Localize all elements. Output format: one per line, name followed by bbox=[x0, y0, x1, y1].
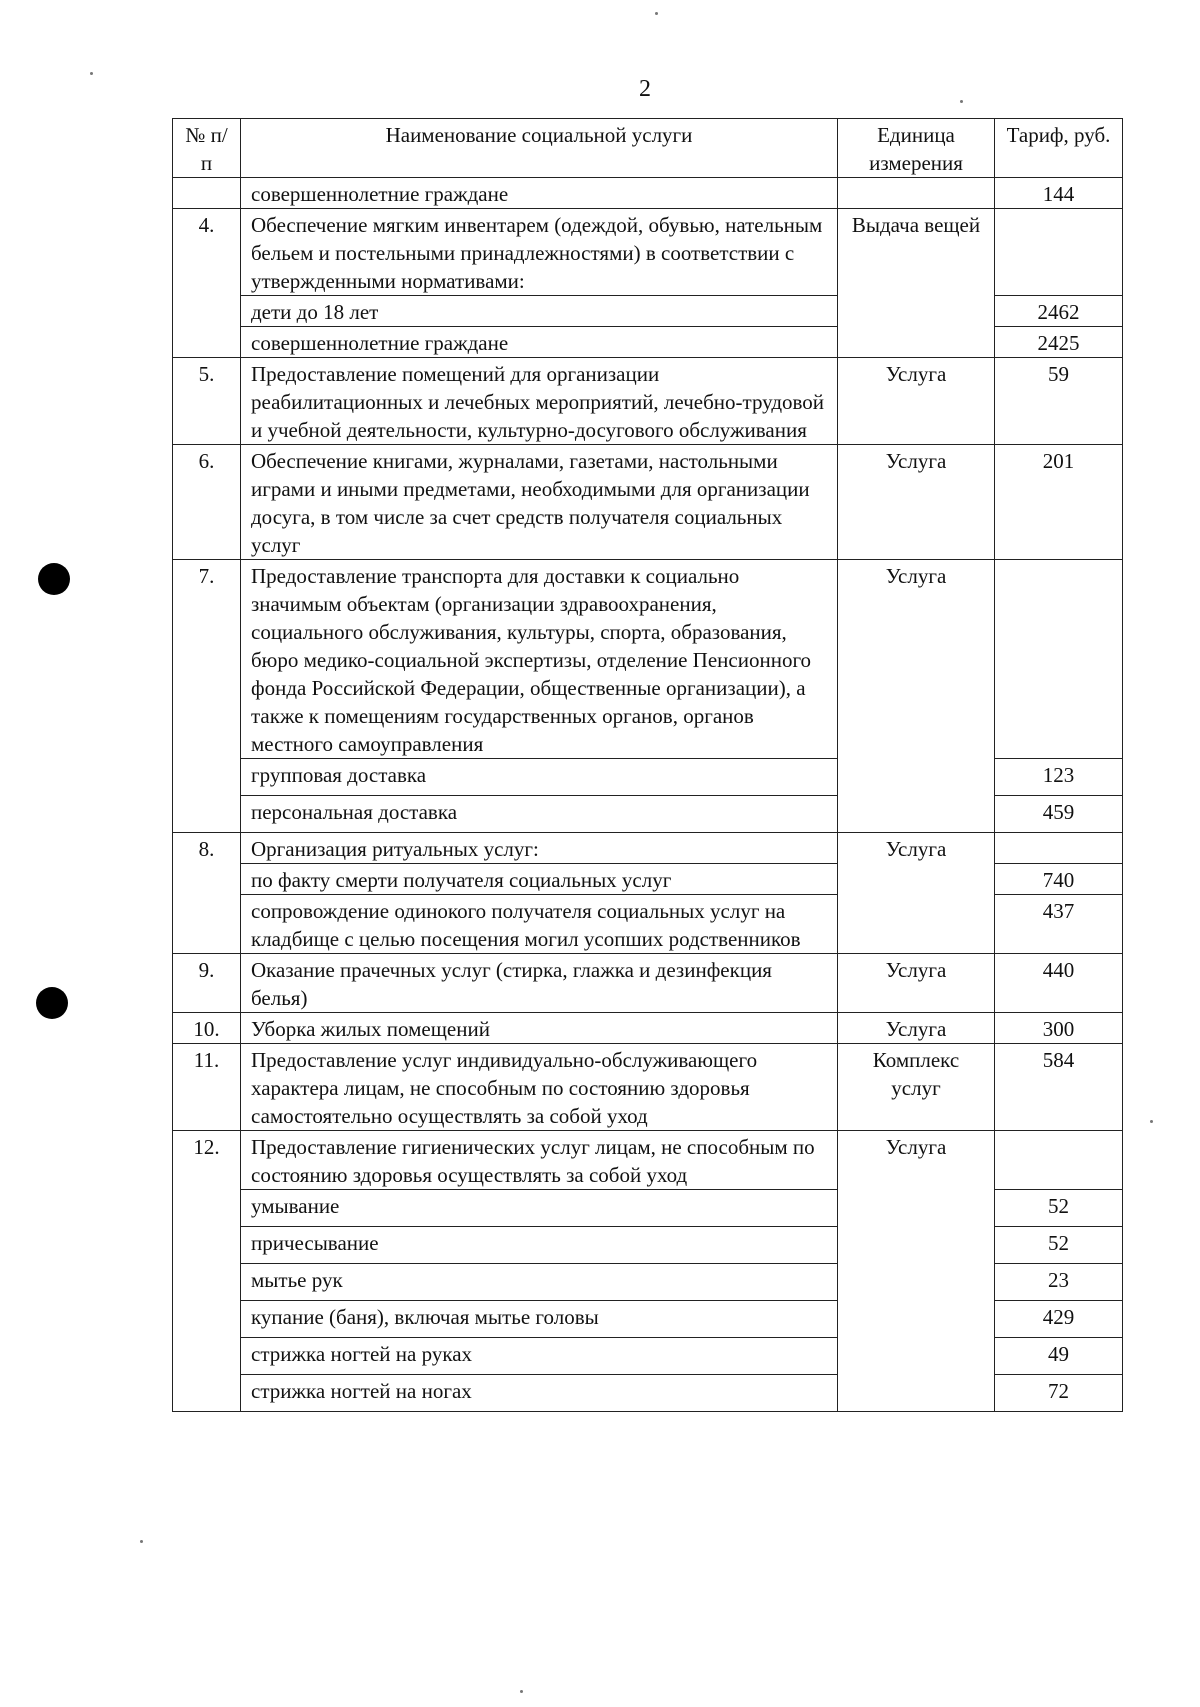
row-name: Предоставление транспорта для доставки к социально значимым объектам (организации здравоохранения, социального обслуживания, культуры, спорта, образования, бюро медико-социальной экспертизы, отделение Пенсионного фонда Российской Федерации, общественные организации), а также к помещениям государственных органов, органов местного самоуправления bbox=[241, 560, 838, 759]
row-tariff bbox=[995, 560, 1123, 759]
row-name: умывание bbox=[241, 1190, 838, 1227]
scan-speck bbox=[655, 12, 658, 15]
row-tariff: 59 bbox=[995, 358, 1123, 445]
table-row bbox=[173, 445, 1123, 560]
row-tariff: 2425 bbox=[995, 327, 1123, 358]
row-name: сопровождение одинокого получателя социальных услуг на кладбище с целью посещения могил усопших родственников bbox=[241, 895, 838, 954]
header-num: № п/п bbox=[173, 119, 241, 178]
row-tariff bbox=[995, 209, 1123, 296]
scan-speck bbox=[90, 72, 93, 75]
table-row bbox=[173, 1013, 1123, 1044]
row-num: 11. bbox=[173, 1044, 241, 1131]
row-name: купание (баня), включая мытье головы bbox=[241, 1301, 838, 1338]
row-tariff: 49 bbox=[995, 1338, 1123, 1375]
row-tariff: 459 bbox=[995, 796, 1123, 833]
row-name: стрижка ногтей на ногах bbox=[241, 1375, 838, 1412]
table-row bbox=[173, 1131, 1123, 1190]
row-tariff: 123 bbox=[995, 759, 1123, 796]
table-row bbox=[173, 358, 1123, 445]
row-tariff: 584 bbox=[995, 1044, 1123, 1131]
row-tariff bbox=[995, 833, 1123, 864]
row-num: 6. bbox=[173, 445, 241, 560]
table-row bbox=[173, 178, 1123, 209]
row-name: совершеннолетние граждане bbox=[241, 178, 838, 209]
row-name: Обеспечение книгами, журналами, газетами, настольными играми и иными предметами, необходимыми для организации досуга, в том числе за счет средств получателя социальных услуг bbox=[241, 445, 838, 560]
row-name: Предоставление гигиенических услуг лицам, не способным по состоянию здоровья осуществлять за собой уход bbox=[241, 1131, 838, 1190]
table-row bbox=[173, 560, 1123, 759]
row-unit: Услуга bbox=[838, 954, 995, 1013]
row-tariff: 300 bbox=[995, 1013, 1123, 1044]
row-name: по факту смерти получателя социальных услуг bbox=[241, 864, 838, 895]
punch-hole-bottom bbox=[36, 987, 68, 1019]
row-tariff: 740 bbox=[995, 864, 1123, 895]
row-num: 5. bbox=[173, 358, 241, 445]
scan-speck bbox=[520, 1690, 523, 1693]
page-number: 2 bbox=[639, 76, 651, 102]
table-row bbox=[173, 954, 1123, 1013]
table-row bbox=[173, 209, 1123, 296]
row-tariff: 52 bbox=[995, 1227, 1123, 1264]
row-num: 4. bbox=[173, 209, 241, 358]
row-name: стрижка ногтей на руках bbox=[241, 1338, 838, 1375]
row-num bbox=[173, 178, 241, 209]
row-unit: Услуга bbox=[838, 560, 995, 833]
row-name: совершеннолетние граждане bbox=[241, 327, 838, 358]
header-unit: Единица измерения bbox=[838, 119, 995, 178]
row-name: Организация ритуальных услуг: bbox=[241, 833, 838, 864]
row-num: 10. bbox=[173, 1013, 241, 1044]
row-name: Обеспечение мягким инвентарем (одеждой, обувью, нательным бельем и постельными принадлежностями) в соответствии с утвержденными нормативами: bbox=[241, 209, 838, 296]
tariff-table bbox=[172, 118, 1123, 1412]
row-tariff: 429 bbox=[995, 1301, 1123, 1338]
row-unit: Выдача вещей bbox=[838, 209, 995, 358]
row-unit: Услуга bbox=[838, 1131, 995, 1412]
row-tariff: 23 bbox=[995, 1264, 1123, 1301]
scan-speck bbox=[140, 1540, 143, 1543]
row-tariff: 52 bbox=[995, 1190, 1123, 1227]
row-name: Уборка жилых помещений bbox=[241, 1013, 838, 1044]
row-num: 7. bbox=[173, 560, 241, 833]
row-tariff: 72 bbox=[995, 1375, 1123, 1412]
header-name: Наименование социальной услуги bbox=[241, 119, 838, 178]
row-name: причесывание bbox=[241, 1227, 838, 1264]
row-num: 8. bbox=[173, 833, 241, 954]
row-unit: Услуга bbox=[838, 833, 995, 954]
table-row bbox=[173, 1044, 1123, 1131]
row-tariff: 440 bbox=[995, 954, 1123, 1013]
table-header-row bbox=[173, 119, 1123, 178]
row-tariff: 2462 bbox=[995, 296, 1123, 327]
scan-speck bbox=[960, 100, 963, 103]
row-name: Предоставление услуг индивидуально-обслуживающего характера лицам, не способным по состоянию здоровья самостоятельно осуществлять за собой уход bbox=[241, 1044, 838, 1131]
row-num: 12. bbox=[173, 1131, 241, 1412]
row-name: Предоставление помещений для организации реабилитационных и лечебных мероприятий, лечебно-трудовой и учебной деятельности, культурно-досугового обслуживания bbox=[241, 358, 838, 445]
row-name: Оказание прачечных услуг (стирка, глажка и дезинфекция белья) bbox=[241, 954, 838, 1013]
row-unit: Услуга bbox=[838, 445, 995, 560]
punch-hole-top bbox=[38, 563, 70, 595]
row-unit bbox=[838, 178, 995, 209]
row-num: 9. bbox=[173, 954, 241, 1013]
row-unit: Услуга bbox=[838, 1013, 995, 1044]
row-name: дети до 18 лет bbox=[241, 296, 838, 327]
row-name: мытье рук bbox=[241, 1264, 838, 1301]
row-tariff bbox=[995, 1131, 1123, 1190]
row-tariff: 437 bbox=[995, 895, 1123, 954]
row-unit: Комплекс услуг bbox=[838, 1044, 995, 1131]
row-name: групповая доставка bbox=[241, 759, 838, 796]
row-name: персональная доставка bbox=[241, 796, 838, 833]
row-unit: Услуга bbox=[838, 358, 995, 445]
row-tariff: 144 bbox=[995, 178, 1123, 209]
scan-speck bbox=[1150, 1120, 1153, 1123]
table-row bbox=[173, 833, 1123, 864]
header-tariff: Тариф, руб. bbox=[995, 119, 1123, 178]
row-tariff: 201 bbox=[995, 445, 1123, 560]
